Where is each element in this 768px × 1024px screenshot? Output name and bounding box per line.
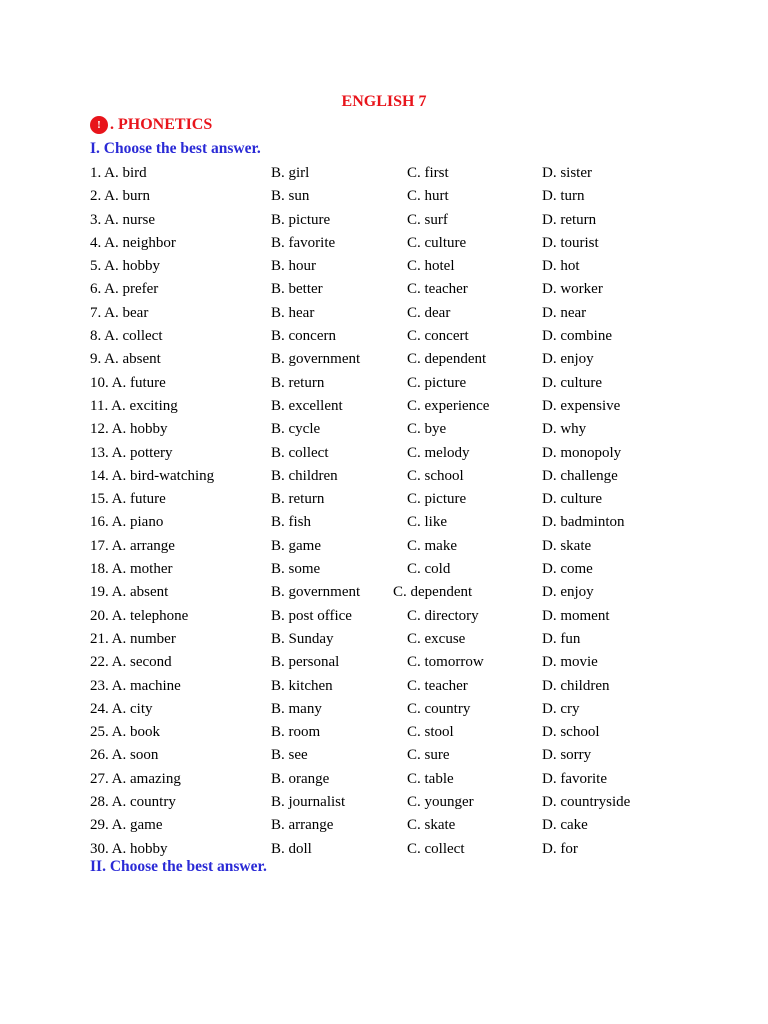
option-b: B. Sunday [271,630,334,647]
option-c: C. dependent [393,584,473,601]
option-c: C. table [407,770,454,787]
option-a: 7. A. bear [90,304,149,321]
option-b: B. better [271,281,323,298]
option-a: 25. A. book [90,724,161,741]
option-d: D. badminton [542,514,625,531]
option-c: C. bye [407,421,447,438]
question-row [0,791,768,814]
option-b: B. government [271,351,361,368]
section-label: . PHONETICS [110,116,213,133]
option-a: 13. A. pottery [90,444,173,461]
option-b: B. some [271,561,321,578]
option-d: D. children [542,677,610,694]
option-b: B. journalist [271,794,346,811]
document-title: ENGLISH 7 [341,93,427,110]
option-c: C. melody [407,444,470,461]
option-c: C. directory [407,607,479,624]
option-c: C. surf [407,211,448,228]
question-row [0,442,768,465]
option-a: 22. A. second [90,654,172,671]
option-c: C. excuse [407,630,466,647]
option-c: C. collect [407,840,465,857]
option-d: D. sorry [542,747,592,764]
option-a: 6. A. prefer [90,281,159,298]
question-row [0,348,768,371]
option-c: C. sure [407,747,450,764]
option-c: C. first [407,165,449,181]
option-d: D. near [542,304,587,321]
option-c: C. dear [407,304,451,321]
question-row [0,651,768,674]
option-b: B. fish [271,514,312,531]
option-d: D. school [542,724,600,741]
option-c: C. culture [407,234,467,251]
option-d: D. moment [542,607,610,624]
question-row [0,395,768,418]
option-c: C. younger [407,794,474,811]
option-a: 23. A. machine [90,677,181,694]
option-c: C. make [407,537,457,554]
option-b: B. game [271,537,321,554]
option-a: 16. A. piano [90,514,164,531]
option-b: B. many [271,700,322,717]
option-d: D. turn [542,188,585,205]
option-d: D. why [542,421,587,438]
option-b: B. favorite [271,234,336,251]
option-b: B. see [271,747,308,764]
option-c: C. dependent [407,351,487,368]
option-a: 17. A. arrange [90,537,175,554]
option-d: D. favorite [542,770,607,787]
option-a: 11. A. exciting [90,397,178,414]
option-b: B. sun [271,188,310,205]
option-b: B. hear [271,304,315,321]
question-row [0,605,768,628]
option-c: C. hotel [407,258,455,275]
option-d: D. countryside [542,794,631,811]
question-row [0,698,768,721]
option-b: B. excellent [271,397,343,414]
option-b: B. arrange [271,817,334,834]
option-a: 21. A. number [90,630,176,647]
option-c: C. experience [407,397,490,414]
option-a: 12. A. hobby [90,421,168,438]
option-b: B. collect [271,444,329,461]
option-c: C. concert [407,328,469,345]
option-c: C. like [407,514,447,531]
option-c: C. hurt [407,188,449,205]
option-c: C. teacher [407,281,468,298]
option-c: C. school [407,467,464,484]
option-a: 24. A. city [90,700,153,717]
option-d: D. culture [542,374,602,391]
option-d: D. tourist [542,234,599,251]
option-b: B. girl [271,165,310,181]
option-d: D. come [542,561,593,578]
option-c: C. skate [407,817,456,834]
question-row [0,744,768,767]
question-row [0,768,768,791]
option-c: C. stool [407,724,454,741]
part-2-heading: II. Choose the best answer. [90,858,267,875]
option-d: D. return [542,211,597,228]
option-d: D. skate [542,537,592,554]
question-row [0,232,768,255]
option-d: D. hot [542,258,580,275]
option-a: 10. A. future [90,374,166,391]
question-row [0,418,768,441]
option-d: D. expensive [542,397,621,414]
question-row [0,675,768,698]
option-b: B. kitchen [271,677,333,694]
option-d: D. cake [542,817,588,834]
option-a: 30. A. hobby [90,840,168,857]
question-row [0,162,768,185]
question-row [0,581,768,604]
option-a: 8. A. collect [90,328,163,345]
option-a: 19. A. absent [90,584,169,601]
option-a: 20. A. telephone [90,607,189,624]
question-row [0,209,768,232]
part-1-heading: I. Choose the best answer. [90,140,261,157]
option-a: 27. A. amazing [90,770,181,787]
question-row [0,185,768,208]
option-c: C. tomorrow [407,654,484,671]
option-b: B. picture [271,211,331,228]
option-a: 15. A. future [90,491,166,508]
question-row [0,535,768,558]
option-d: D. enjoy [542,584,594,601]
option-b: B. orange [271,770,330,787]
option-b: B. government [271,584,361,601]
question-row [0,465,768,488]
option-a: 14. A. bird-watching [90,467,215,484]
question-row [0,325,768,348]
option-b: B. return [271,491,325,508]
option-d: D. movie [542,654,598,671]
option-d: D. for [542,840,578,857]
question-row [0,302,768,325]
option-b: B. personal [271,654,340,671]
question-row [0,814,768,837]
question-row [0,488,768,511]
exclamation-icon: ! [90,116,108,134]
option-d: D. worker [542,281,603,298]
option-a: 9. A. absent [90,351,161,368]
option-a: 18. A. mother [90,561,173,578]
question-row [0,721,768,744]
option-c: C. teacher [407,677,468,694]
question-row [0,628,768,651]
option-b: B. hour [271,258,316,275]
option-b: B. return [271,374,325,391]
option-b: B. children [271,467,338,484]
question-row [0,558,768,581]
question-list [0,162,768,861]
question-row [0,372,768,395]
option-a: 5. A. hobby [90,258,161,275]
question-row [0,255,768,278]
option-a: 28. A. country [90,794,176,811]
option-a: 26. A. soon [90,747,159,764]
option-d: D. enjoy [542,351,594,368]
option-a: 4. A. neighbor [90,234,176,251]
option-a: 2. A. burn [90,188,150,205]
option-d: D. fun [542,630,581,647]
option-c: C. country [407,700,471,717]
option-b: B. cycle [271,421,321,438]
question-row [0,511,768,534]
option-d: D. challenge [542,467,618,484]
question-row [0,278,768,301]
option-a: 3. A. nurse [90,211,155,228]
option-b: B. post office [271,607,352,624]
section-heading [90,116,212,134]
option-b: B. room [271,724,321,741]
option-d: D. monopoly [542,444,622,461]
option-b: B. concern [271,328,336,345]
option-c: C. picture [407,374,467,391]
option-d: D. combine [542,328,612,345]
option-a: 29. A. game [90,817,163,834]
option-a: 1. A. bird [90,165,147,181]
option-c: C. cold [407,561,451,578]
option-d: D. sister [542,165,592,181]
option-c: C. picture [407,491,467,508]
option-d: D. culture [542,491,602,508]
option-d: D. cry [542,700,580,717]
option-b: B. doll [271,840,312,857]
